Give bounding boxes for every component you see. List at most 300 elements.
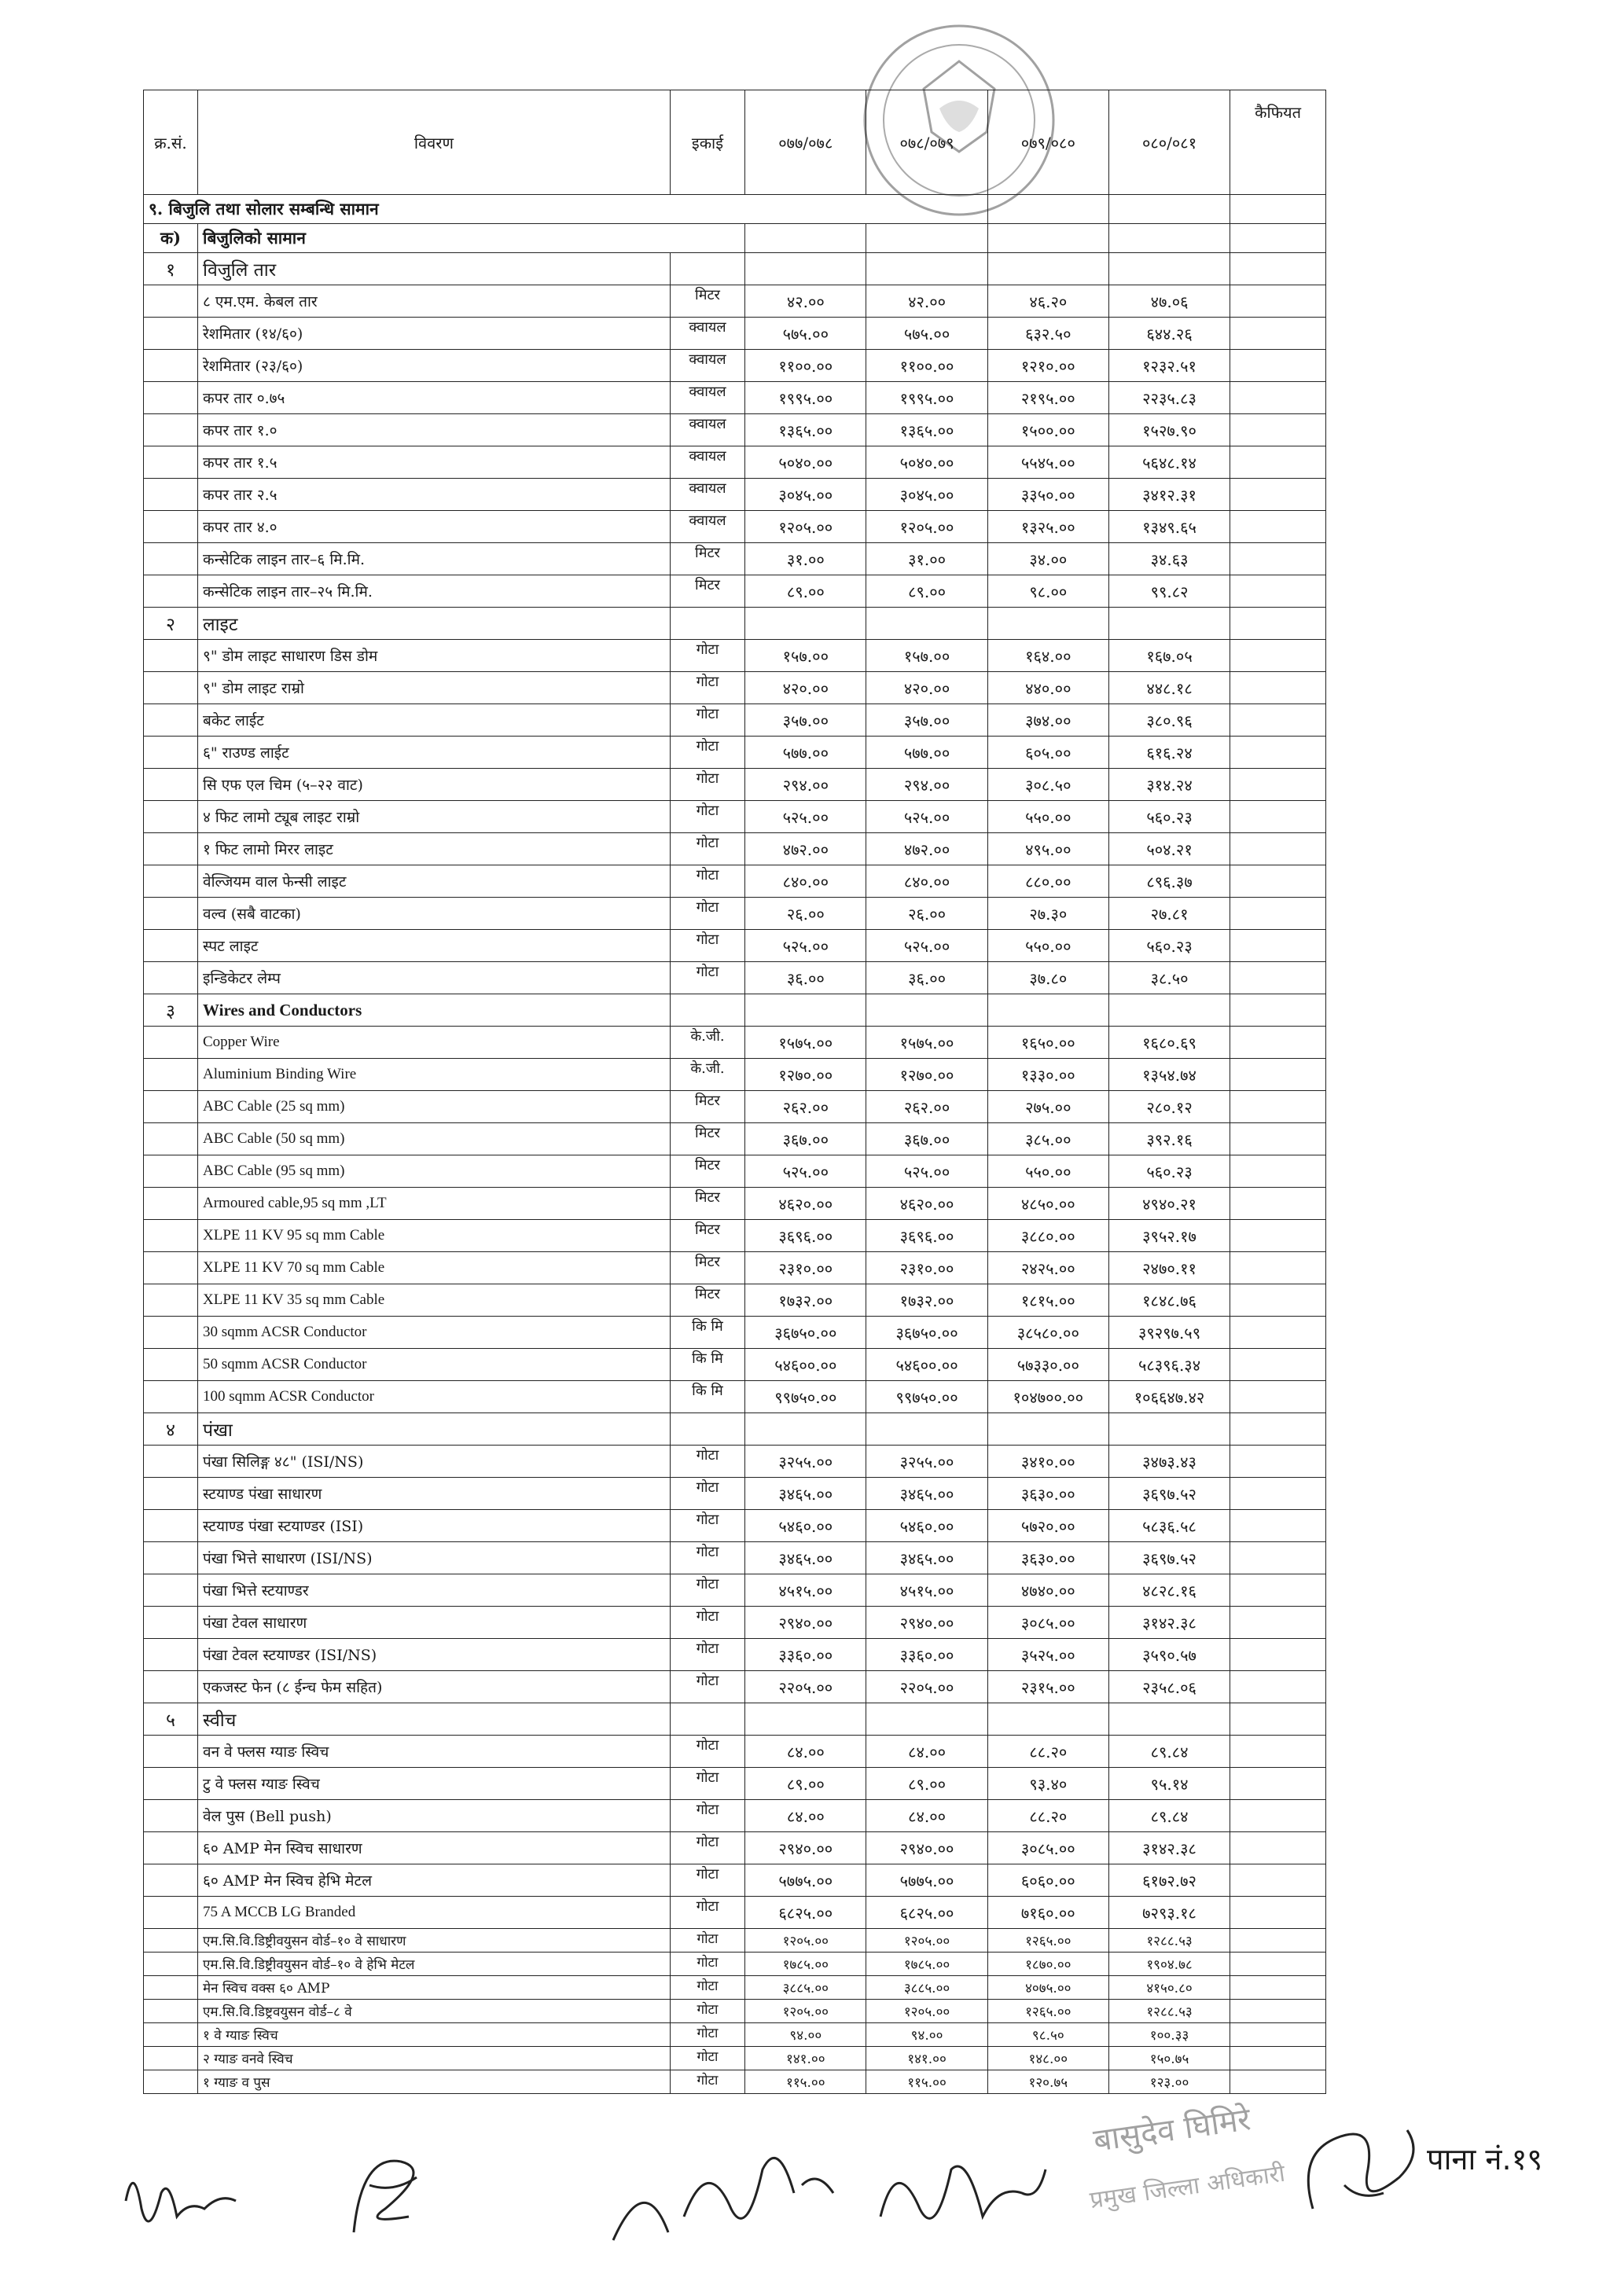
item-rate-year-1: १२७०.०० xyxy=(745,1059,866,1091)
item-description: पंखा टेवल स्टयाण्डर (ISI/NS) xyxy=(198,1639,671,1671)
item-remarks xyxy=(1230,1574,1326,1607)
table-row xyxy=(144,1639,1326,1671)
item-unit: मिटर xyxy=(670,1091,744,1123)
item-unit: मिटर xyxy=(670,1284,744,1317)
item-description: स्टयाण्ड पंखा साधारण xyxy=(198,1478,671,1510)
table-row xyxy=(144,2000,1326,2023)
item-unit: गोटा xyxy=(670,1639,744,1671)
item-rate-year-2: ४५१५.०० xyxy=(866,1574,987,1607)
item-rate-year-2: १७८५.०० xyxy=(866,1953,987,1976)
table-row xyxy=(144,1188,1326,1220)
item-remarks xyxy=(1230,1478,1326,1510)
table-row xyxy=(144,1768,1326,1800)
item-unit: गोटा xyxy=(670,1864,744,1897)
item-rate-year-3: ३४१०.०० xyxy=(987,1446,1108,1478)
table-row xyxy=(144,833,1326,865)
item-remarks xyxy=(1230,1252,1326,1284)
item-rate-year-4: ९५.१४ xyxy=(1108,1768,1230,1800)
item-description: एकजस्ट फेन (८ ईन्च फेम सहित) xyxy=(198,1671,671,1703)
item-rate-year-2: २३१०.०० xyxy=(866,1252,987,1284)
header-unit: इकाई xyxy=(670,90,744,195)
subsection-row xyxy=(144,224,1326,253)
section-title-row xyxy=(144,195,1326,224)
item-rate-year-4: ५६४८.१४ xyxy=(1108,446,1230,479)
item-rate-year-3: ४४०.०० xyxy=(987,672,1108,704)
item-unit: क्वायल xyxy=(670,511,744,543)
item-remarks xyxy=(1230,446,1326,479)
item-rate-year-1: ५७७.०० xyxy=(745,737,866,769)
item-rate-year-1: २९४.०० xyxy=(745,769,866,801)
table-row xyxy=(144,446,1326,479)
table-row xyxy=(144,1091,1326,1123)
table-row xyxy=(144,930,1326,962)
item-rate-year-4: १६८०.६९ xyxy=(1108,1027,1230,1059)
item-rate-year-4: ४१५०.८० xyxy=(1108,1976,1230,2000)
group-row xyxy=(144,253,1326,285)
item-unit: गोटा xyxy=(670,1510,744,1542)
item-rate-year-2: १९९५.०० xyxy=(866,382,987,414)
item-rate-year-3: १२०.७५ xyxy=(987,2070,1108,2094)
table-body xyxy=(144,195,1326,2094)
item-remarks xyxy=(1230,1349,1326,1381)
item-rate-year-3: २१९५.०० xyxy=(987,382,1108,414)
item-rate-year-3: ४९५.०० xyxy=(987,833,1108,865)
item-remarks xyxy=(1230,704,1326,737)
item-remarks xyxy=(1230,1027,1326,1059)
group-sn: १ xyxy=(144,253,198,285)
item-rate-year-1: ८९.०० xyxy=(745,575,866,608)
item-remarks xyxy=(1230,801,1326,833)
item-rate-year-3: ३०८५.०० xyxy=(987,1832,1108,1864)
item-remarks xyxy=(1230,1736,1326,1768)
group-title: विजुलि तार xyxy=(198,253,671,285)
item-rate-year-4: १२८८.५३ xyxy=(1108,2000,1230,2023)
item-unit: गोटा xyxy=(670,1607,744,1639)
item-rate-year-2: ५२५.०० xyxy=(866,801,987,833)
item-rate-year-4: १५२७.९० xyxy=(1108,414,1230,446)
item-rate-year-3: १६४.०० xyxy=(987,640,1108,672)
item-rate-year-2: ४७२.०० xyxy=(866,833,987,865)
item-description: वेल पुस (Bell push) xyxy=(198,1800,671,1832)
table-row xyxy=(144,1284,1326,1317)
item-rate-year-1: २९४०.०० xyxy=(745,1832,866,1864)
item-rate-year-4: ३५९०.५७ xyxy=(1108,1639,1230,1671)
item-rate-year-3: १२६५.०० xyxy=(987,2000,1108,2023)
item-rate-year-1: १७८५.०० xyxy=(745,1953,866,1976)
item-description: १ ग्याङ व पुस xyxy=(198,2070,671,2094)
item-unit: गोटा xyxy=(670,1478,744,1510)
item-rate-year-4: १५०.७५ xyxy=(1108,2047,1230,2070)
table-row xyxy=(144,2047,1326,2070)
item-remarks xyxy=(1230,1607,1326,1639)
item-description: XLPE 11 KV 35 sq mm Cable xyxy=(198,1284,671,1317)
item-rate-year-2: ११५.०० xyxy=(866,2070,987,2094)
item-rate-year-3: ३७४.०० xyxy=(987,704,1108,737)
item-rate-year-1: ४७२.०० xyxy=(745,833,866,865)
item-remarks xyxy=(1230,1768,1326,1800)
item-rate-year-4: ८९.८४ xyxy=(1108,1800,1230,1832)
item-unit: मिटर xyxy=(670,285,744,318)
item-rate-year-1: १२०५.०० xyxy=(745,1929,866,1953)
official-stamp-title: प्रमुख जिल्ला अधिकारी xyxy=(1088,2159,1287,2215)
item-description: वन वे फ्लस ग्याङ स्विच xyxy=(198,1736,671,1768)
item-rate-year-3: १४८.०० xyxy=(987,2047,1108,2070)
table-row xyxy=(144,672,1326,704)
item-rate-year-1: ३४६५.०० xyxy=(745,1478,866,1510)
item-remarks xyxy=(1230,1284,1326,1317)
table-row xyxy=(144,1349,1326,1381)
item-rate-year-3: ३५२५.०० xyxy=(987,1639,1108,1671)
item-remarks xyxy=(1230,833,1326,865)
item-description: कपर तार १.० xyxy=(198,414,671,446)
header-description: विवरण xyxy=(198,90,671,195)
item-remarks xyxy=(1230,1897,1326,1929)
item-rate-year-4: ३१४२.३८ xyxy=(1108,1832,1230,1864)
item-rate-year-3: ८८.२० xyxy=(987,1736,1108,1768)
item-rate-year-4: ६१६.२४ xyxy=(1108,737,1230,769)
item-rate-year-4: ४८२८.१६ xyxy=(1108,1574,1230,1607)
item-rate-year-1: ३५७.०० xyxy=(745,704,866,737)
item-remarks xyxy=(1230,898,1326,930)
group-row xyxy=(144,994,1326,1027)
item-remarks xyxy=(1230,1864,1326,1897)
table-row xyxy=(144,962,1326,994)
item-rate-year-3: ३८५.०० xyxy=(987,1123,1108,1155)
table-row xyxy=(144,543,1326,575)
item-rate-year-4: ३४.६३ xyxy=(1108,543,1230,575)
item-description: ६० AMP मेन स्विच हेभि मेटल xyxy=(198,1864,671,1897)
item-rate-year-3: ४६.२० xyxy=(987,285,1108,318)
item-rate-year-1: ५७५.०० xyxy=(745,318,866,350)
item-description: वल्व (सबै वाटका) xyxy=(198,898,671,930)
item-unit: मिटर xyxy=(670,1188,744,1220)
table-row xyxy=(144,898,1326,930)
item-rate-year-2: १५७.०० xyxy=(866,640,987,672)
item-rate-year-3: ५५०.०० xyxy=(987,801,1108,833)
table-row xyxy=(144,1542,1326,1574)
item-rate-year-2: ५४६००.०० xyxy=(866,1349,987,1381)
item-rate-year-3: ३०८.५० xyxy=(987,769,1108,801)
item-unit: गोटा xyxy=(670,1736,744,1768)
item-rate-year-2: ३२५५.०० xyxy=(866,1446,987,1478)
item-rate-year-1: ८४०.०० xyxy=(745,865,866,898)
item-rate-year-4: ७२९३.१८ xyxy=(1108,1897,1230,1929)
item-rate-year-2: ५७७५.०० xyxy=(866,1864,987,1897)
item-rate-year-4: ५६०.२३ xyxy=(1108,801,1230,833)
item-rate-year-3: ९३.४० xyxy=(987,1768,1108,1800)
item-description: ABC Cable (25 sq mm) xyxy=(198,1091,671,1123)
item-rate-year-3: ५७२०.०० xyxy=(987,1510,1108,1542)
signature-4 xyxy=(865,2138,1053,2240)
item-rate-year-1: ३१.०० xyxy=(745,543,866,575)
item-rate-year-1: ९९७५०.०० xyxy=(745,1381,866,1413)
item-rate-year-1: ५२५.०० xyxy=(745,1155,866,1188)
item-rate-year-2: ९४.०० xyxy=(866,2023,987,2047)
item-rate-year-2: ५२५.०० xyxy=(866,930,987,962)
item-rate-year-3: ७१६०.०० xyxy=(987,1897,1108,1929)
item-rate-year-3: १५००.०० xyxy=(987,414,1108,446)
rate-table xyxy=(143,90,1326,2094)
subsection-title: बिजुलिको सामान xyxy=(198,224,745,253)
signature-5 xyxy=(1289,2107,1431,2232)
item-description: २ ग्याङ वनवे स्विच xyxy=(198,2047,671,2070)
item-rate-year-4: १२३.०० xyxy=(1108,2070,1230,2094)
item-rate-year-2: १४१.०० xyxy=(866,2047,987,2070)
item-description: एम.सि.वि.डिष्ट्रवयुसन वोर्ड–८ वे xyxy=(198,2000,671,2023)
item-rate-year-1: ५७७५.०० xyxy=(745,1864,866,1897)
item-remarks xyxy=(1230,543,1326,575)
item-rate-year-4: ९९.८२ xyxy=(1108,575,1230,608)
item-unit: गोटा xyxy=(670,833,744,865)
item-remarks xyxy=(1230,1671,1326,1703)
header-year-2: ०७८/०७९ xyxy=(866,90,987,195)
item-rate-year-4: २३५८.०६ xyxy=(1108,1671,1230,1703)
item-rate-year-4: ६४४.२६ xyxy=(1108,318,1230,350)
item-unit: गोटा xyxy=(670,930,744,962)
table-row xyxy=(144,1252,1326,1284)
item-unit: गोटा xyxy=(670,1446,744,1478)
item-rate-year-2: २९४०.०० xyxy=(866,1832,987,1864)
item-rate-year-2: ३४६५.०० xyxy=(866,1542,987,1574)
item-rate-year-2: १३६५.०० xyxy=(866,414,987,446)
item-description: सि एफ एल चिम (५–२२ वाट) xyxy=(198,769,671,801)
item-rate-year-1: ३६७५०.०० xyxy=(745,1317,866,1349)
table-row xyxy=(144,1446,1326,1478)
item-rate-year-1: ४५१५.०० xyxy=(745,1574,866,1607)
group-title: स्वीच xyxy=(198,1703,671,1736)
item-rate-year-4: ३९२९७.५९ xyxy=(1108,1317,1230,1349)
item-rate-year-4: ४७.०६ xyxy=(1108,285,1230,318)
table-row xyxy=(144,1864,1326,1897)
table-row xyxy=(144,865,1326,898)
item-rate-year-4: ५६०.२३ xyxy=(1108,1155,1230,1188)
item-rate-year-4: २२३५.८३ xyxy=(1108,382,1230,414)
item-remarks xyxy=(1230,1317,1326,1349)
group-sn: ३ xyxy=(144,994,198,1027)
item-rate-year-2: ३१.०० xyxy=(866,543,987,575)
item-rate-year-2: ९९७५०.०० xyxy=(866,1381,987,1413)
item-remarks xyxy=(1230,1542,1326,1574)
item-unit: गोटा xyxy=(670,640,744,672)
item-rate-year-3: १२६५.०० xyxy=(987,1929,1108,1953)
table-row xyxy=(144,1381,1326,1413)
item-rate-year-1: ४६२०.०० xyxy=(745,1188,866,1220)
table-row xyxy=(144,318,1326,350)
item-rate-year-1: १५७५.०० xyxy=(745,1027,866,1059)
item-unit: गोटा xyxy=(670,1897,744,1929)
section-title: ९. बिजुलि तथा सोलार सम्बन्धि सामान xyxy=(144,195,988,224)
item-rate-year-3: ६०५.०० xyxy=(987,737,1108,769)
item-rate-year-4: १३५४.७४ xyxy=(1108,1059,1230,1091)
item-rate-year-1: १४१.०० xyxy=(745,2047,866,2070)
item-rate-year-1: १५७.०० xyxy=(745,640,866,672)
item-rate-year-2: २२०५.०० xyxy=(866,1671,987,1703)
item-rate-year-4: ५०४.२१ xyxy=(1108,833,1230,865)
table-row xyxy=(144,511,1326,543)
item-rate-year-3: ८८०.०० xyxy=(987,865,1108,898)
item-rate-year-3: ३८५८०.०० xyxy=(987,1317,1108,1349)
item-rate-year-1: १७३२.०० xyxy=(745,1284,866,1317)
item-unit: गोटा xyxy=(670,2047,744,2070)
item-remarks xyxy=(1230,1929,1326,1953)
table-row xyxy=(144,1317,1326,1349)
item-rate-year-3: २७५.०० xyxy=(987,1091,1108,1123)
item-rate-year-2: ६८२५.०० xyxy=(866,1897,987,1929)
item-rate-year-4: २४७०.११ xyxy=(1108,1252,1230,1284)
item-rate-year-3: ४७४०.०० xyxy=(987,1574,1108,1607)
item-unit: गोटा xyxy=(670,672,744,704)
item-unit: मिटर xyxy=(670,1155,744,1188)
item-unit: गोटा xyxy=(670,737,744,769)
item-description: एम.सि.वि.डिष्ट्रीवयुसन वोर्ड–१० वे हेभि मेटल xyxy=(198,1953,671,1976)
item-description: पंखा भित्ते साधारण (ISI/NS) xyxy=(198,1542,671,1574)
item-remarks xyxy=(1230,414,1326,446)
item-rate-year-3: ३३५०.०० xyxy=(987,479,1108,511)
item-remarks xyxy=(1230,672,1326,704)
table-row xyxy=(144,1832,1326,1864)
item-rate-year-3: १०४७००.०० xyxy=(987,1381,1108,1413)
table-row xyxy=(144,1897,1326,1929)
item-rate-year-3: २३१५.०० xyxy=(987,1671,1108,1703)
item-rate-year-4: ४९४०.२१ xyxy=(1108,1188,1230,1220)
table-row xyxy=(144,350,1326,382)
item-unit: गोटा xyxy=(670,801,744,833)
official-stamp-name: बासुदेव घिमिरे xyxy=(1091,2101,1253,2159)
item-rate-year-4: ६१७२.७२ xyxy=(1108,1864,1230,1897)
item-rate-year-2: २६२.०० xyxy=(866,1091,987,1123)
item-description: पंखा टेवल साधारण xyxy=(198,1607,671,1639)
item-rate-year-1: ५०४०.०० xyxy=(745,446,866,479)
item-rate-year-4: ३६९७.५२ xyxy=(1108,1478,1230,1510)
item-rate-year-4: १३४९.६५ xyxy=(1108,511,1230,543)
table-row xyxy=(144,1059,1326,1091)
item-rate-year-1: ३०४५.०० xyxy=(745,479,866,511)
item-rate-year-2: ५२५.०० xyxy=(866,1155,987,1188)
header-remarks: कैफियत xyxy=(1230,90,1326,195)
item-unit: क्वायल xyxy=(670,318,744,350)
item-description: कपर तार १.५ xyxy=(198,446,671,479)
item-rate-year-1: ३६.०० xyxy=(745,962,866,994)
header-year-1: ०७७/०७८ xyxy=(745,90,866,195)
item-description: रेशमितार (२३/६०) xyxy=(198,350,671,382)
item-remarks xyxy=(1230,1381,1326,1413)
item-rate-year-4: १८४८.७६ xyxy=(1108,1284,1230,1317)
item-rate-year-1: १२०५.०० xyxy=(745,2000,866,2023)
item-rate-year-4: ३६९७.५२ xyxy=(1108,1542,1230,1574)
item-rate-year-2: ८४.०० xyxy=(866,1800,987,1832)
item-remarks xyxy=(1230,350,1326,382)
item-rate-year-2: ४२.०० xyxy=(866,285,987,318)
group-title: लाइट xyxy=(198,608,671,640)
item-remarks xyxy=(1230,285,1326,318)
item-rate-year-2: ३६९६.०० xyxy=(866,1220,987,1252)
table-row xyxy=(144,1736,1326,1768)
group-row xyxy=(144,1703,1326,1736)
item-rate-year-3: २४२५.०० xyxy=(987,1252,1108,1284)
item-rate-year-2: १२०५.०० xyxy=(866,2000,987,2023)
table-row xyxy=(144,1953,1326,1976)
item-rate-year-1: २३१०.०० xyxy=(745,1252,866,1284)
item-rate-year-2: ५७५.०० xyxy=(866,318,987,350)
item-rate-year-2: ३८८५.०० xyxy=(866,1976,987,2000)
item-rate-year-2: ३६७५०.०० xyxy=(866,1317,987,1349)
item-unit: गोटा xyxy=(670,1832,744,1864)
item-description: ८ एम.एम. केबल तार xyxy=(198,285,671,318)
item-unit: गोटा xyxy=(670,865,744,898)
group-row xyxy=(144,1413,1326,1446)
item-rate-year-1: ८९.०० xyxy=(745,1768,866,1800)
item-rate-year-3: ९८.५० xyxy=(987,2023,1108,2047)
item-rate-year-4: १६७.०५ xyxy=(1108,640,1230,672)
item-rate-year-3: १२१०.०० xyxy=(987,350,1108,382)
item-rate-year-4: ३१४२.३८ xyxy=(1108,1607,1230,1639)
item-rate-year-2: ३५७.०० xyxy=(866,704,987,737)
item-remarks xyxy=(1230,318,1326,350)
item-rate-year-1: ९४.०० xyxy=(745,2023,866,2047)
table-row xyxy=(144,801,1326,833)
item-unit: गोटा xyxy=(670,1671,744,1703)
item-rate-year-2: ५०४०.०० xyxy=(866,446,987,479)
item-rate-year-2: ८४.०० xyxy=(866,1736,987,1768)
item-description: Aluminium Binding Wire xyxy=(198,1059,671,1091)
item-rate-year-4: २८०.१२ xyxy=(1108,1091,1230,1123)
item-rate-year-4: ३९५२.१७ xyxy=(1108,1220,1230,1252)
item-unit: गोटा xyxy=(670,898,744,930)
item-rate-year-3: ३४.०० xyxy=(987,543,1108,575)
item-remarks xyxy=(1230,865,1326,898)
item-rate-year-1: २६२.०० xyxy=(745,1091,866,1123)
item-description: ९" डोम लाइट राम्रो xyxy=(198,672,671,704)
item-unit: गोटा xyxy=(670,769,744,801)
item-rate-year-3: ५५०.०० xyxy=(987,1155,1108,1188)
item-description: 50 sqmm ACSR Conductor xyxy=(198,1349,671,1381)
item-rate-year-3: ३८८०.०० xyxy=(987,1220,1108,1252)
item-description: ६" राउण्ड लाईट xyxy=(198,737,671,769)
item-unit: गोटा xyxy=(670,1768,744,1800)
item-rate-year-4: ५८३९६.३४ xyxy=(1108,1349,1230,1381)
item-rate-year-1: ३३६०.०० xyxy=(745,1639,866,1671)
table-header-row xyxy=(144,90,1326,195)
item-rate-year-2: ८९.०० xyxy=(866,1768,987,1800)
item-description: ६० AMP मेन स्विच साधारण xyxy=(198,1832,671,1864)
item-rate-year-3: ९८.०० xyxy=(987,575,1108,608)
item-rate-year-4: १२८८.५३ xyxy=(1108,1929,1230,1953)
item-unit: गोटा xyxy=(670,1976,744,2000)
group-sn: ५ xyxy=(144,1703,198,1736)
item-remarks xyxy=(1230,382,1326,414)
item-rate-year-4: ५६०.२३ xyxy=(1108,930,1230,962)
item-rate-year-3: १८७०.०० xyxy=(987,1953,1108,1976)
item-rate-year-3: १६५०.०० xyxy=(987,1027,1108,1059)
item-rate-year-3: ८८.२० xyxy=(987,1800,1108,1832)
item-remarks xyxy=(1230,2070,1326,2094)
item-remarks xyxy=(1230,1123,1326,1155)
item-rate-year-1: १२०५.०० xyxy=(745,511,866,543)
item-unit: गोटा xyxy=(670,2023,744,2047)
item-description: पंखा सिलिङ्ग ४८" (ISI/NS) xyxy=(198,1446,671,1478)
item-rate-year-1: ५४६००.०० xyxy=(745,1349,866,1381)
item-description: 100 sqmm ACSR Conductor xyxy=(198,1381,671,1413)
item-unit: मिटर xyxy=(670,575,744,608)
item-rate-year-4: ३१४.२४ xyxy=(1108,769,1230,801)
item-remarks xyxy=(1230,1059,1326,1091)
table-row xyxy=(144,414,1326,446)
item-rate-year-4: ३४१२.३१ xyxy=(1108,479,1230,511)
item-description: स्पट लाइट xyxy=(198,930,671,962)
item-remarks xyxy=(1230,575,1326,608)
item-rate-year-3: ३६३०.०० xyxy=(987,1478,1108,1510)
item-description: कन्सेटिक लाइन तार–६ मि.मि. xyxy=(198,543,671,575)
